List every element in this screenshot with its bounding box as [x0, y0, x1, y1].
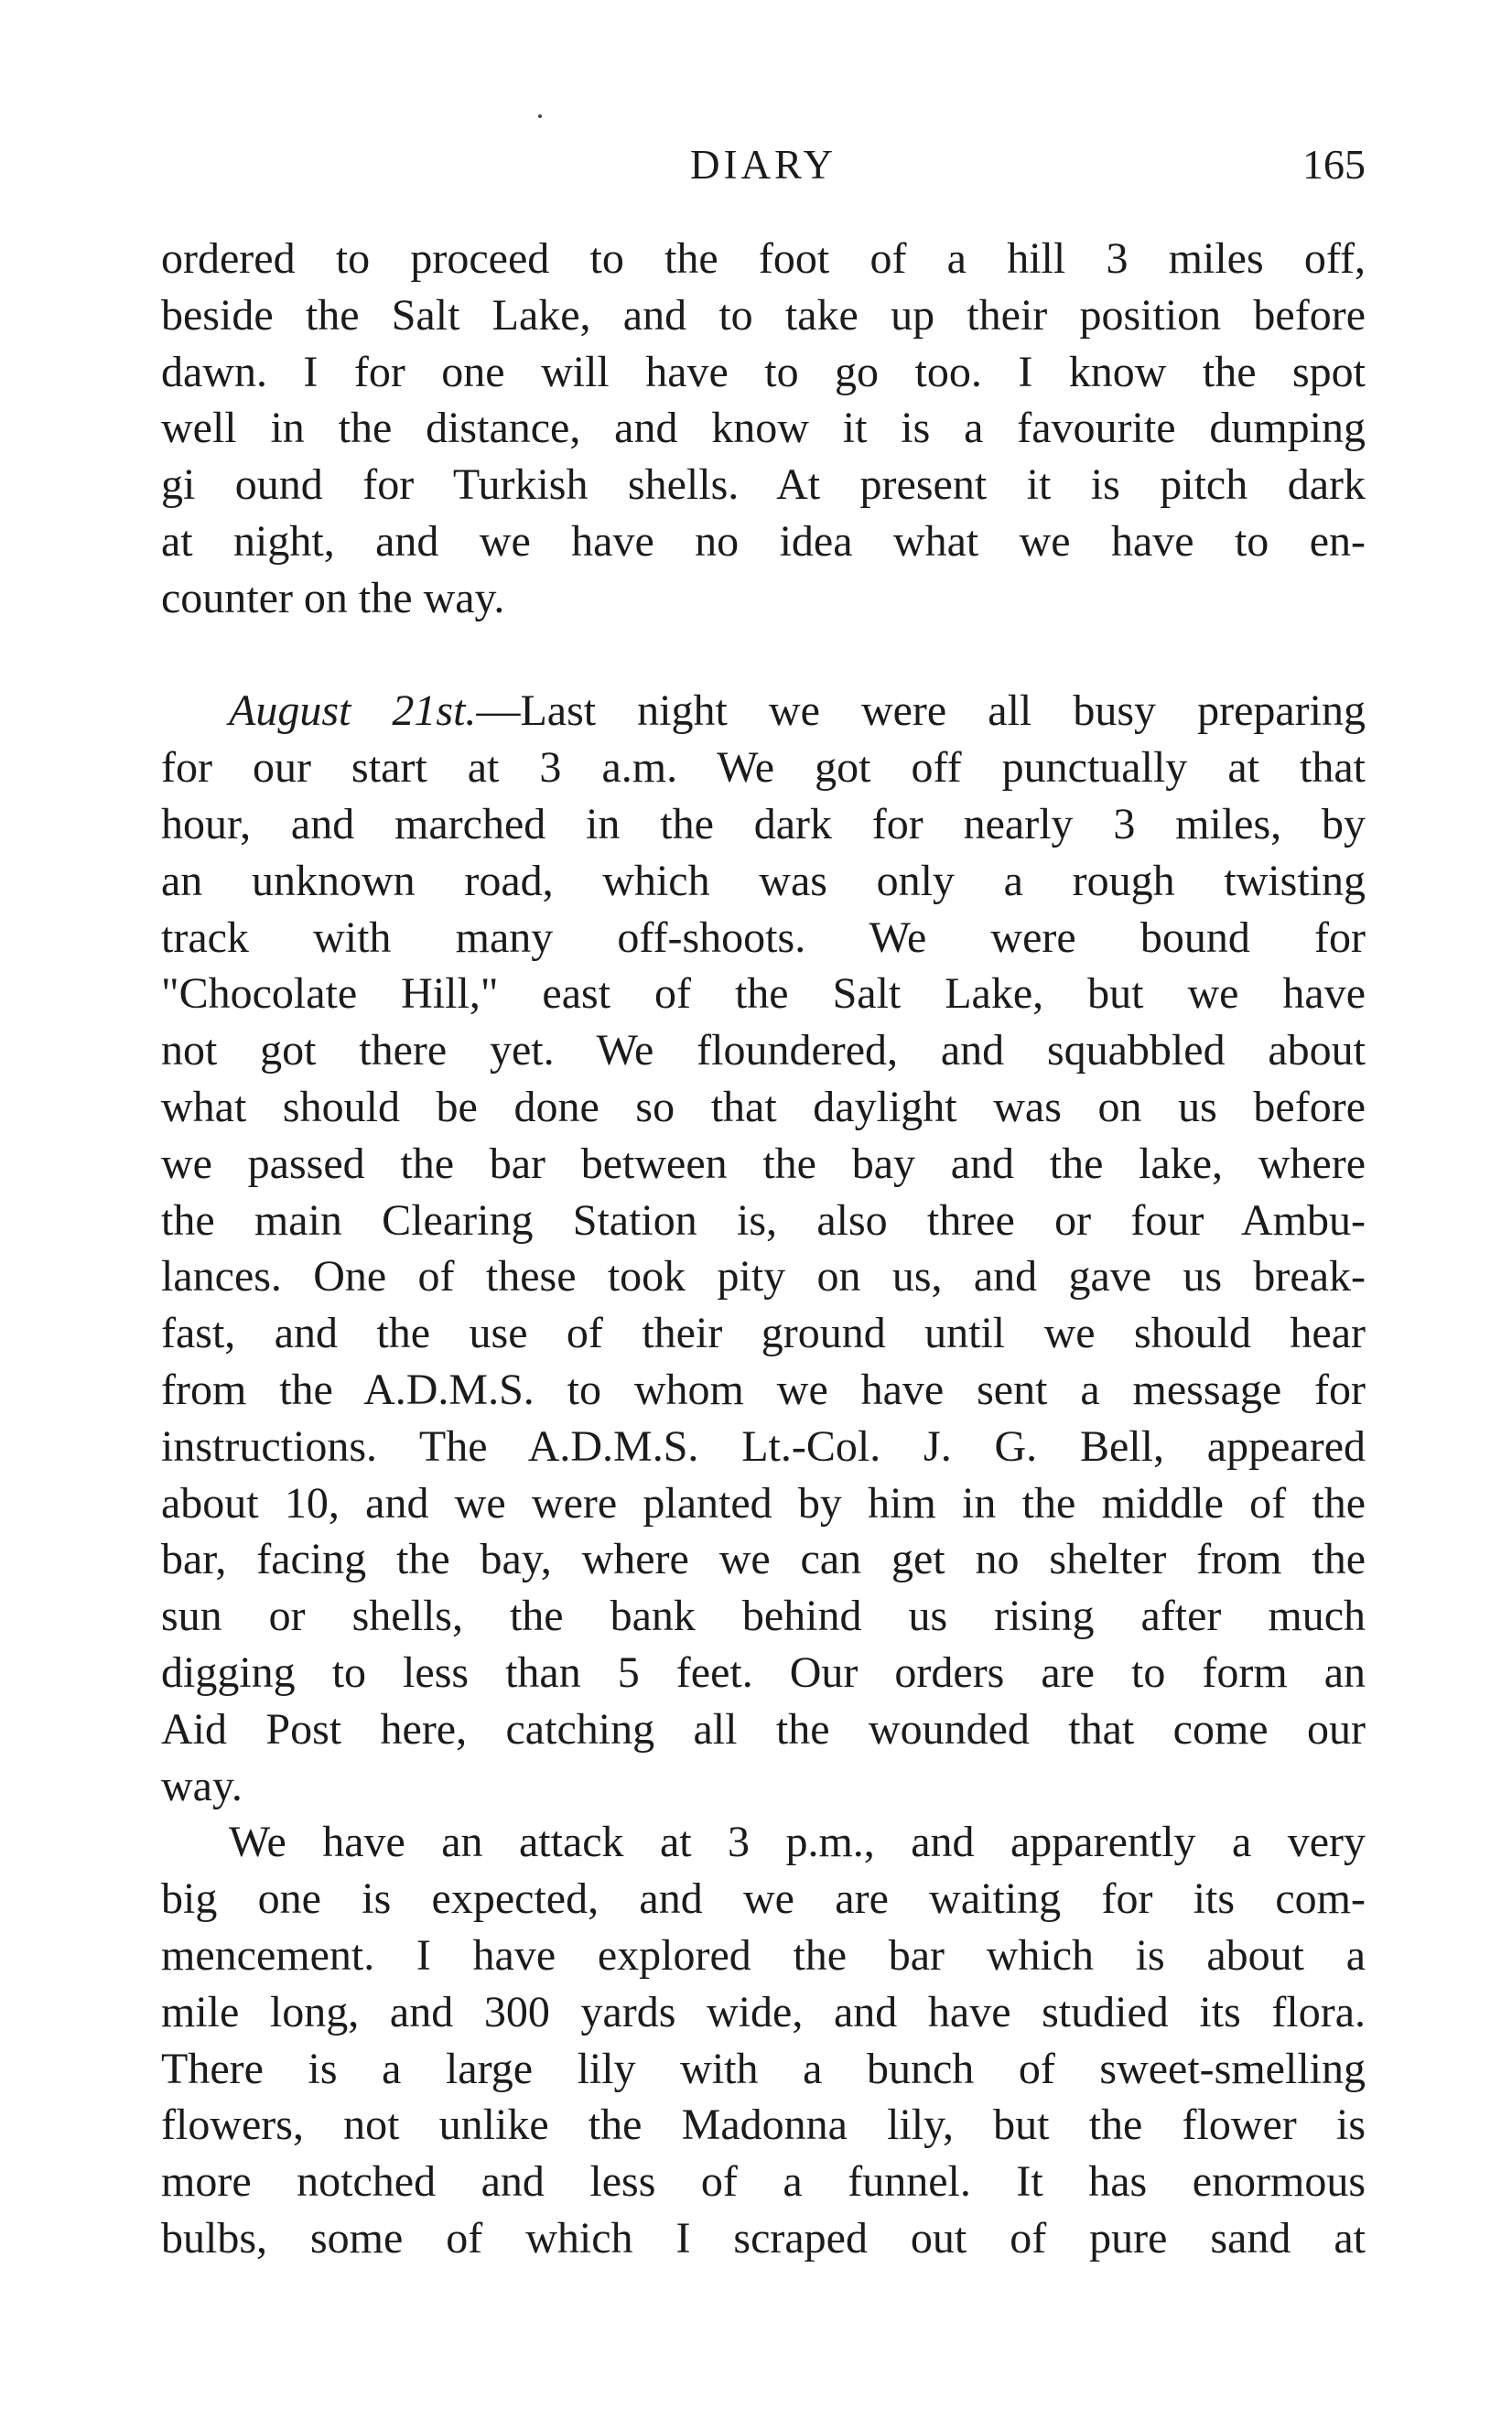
text-line-5: gi ound for Turkish shells. At present it is pitch dark: [161, 460, 1366, 510]
text-line-13: "Chocolate Hill," east of the Salt Lake, but we have: [161, 969, 1366, 1019]
text-line-6: at night, and we have no idea what we have to en-: [161, 516, 1366, 566]
text-line-28: We have an attack at 3 p.m., and apparently a very: [229, 1818, 1366, 1867]
print-speck: [538, 114, 542, 118]
text-line-3: dawn. I for one will have to go too. I know the spot: [161, 347, 1366, 396]
text-line-9: for our start at 3 a.m. We got off punctually at that: [161, 743, 1366, 793]
text-line-14: not got there yet. We floundered, and squabbled about: [161, 1026, 1366, 1075]
text-line-1: ordered to proceed to the foot of a hill 3 miles off,: [161, 234, 1366, 283]
text-line-33: flowers, not unlike the Madonna lily, but the flower is: [161, 2101, 1366, 2150]
text-line-30: mencement. I have explored the bar which is about a: [161, 1930, 1366, 1980]
text-line-32: There is a large lily with a bunch of sweet-smelling: [161, 2044, 1366, 2093]
text-line-34: more notched and less of a funnel. It has enormous: [161, 2157, 1366, 2207]
entry-date: August 21st.: [229, 686, 477, 736]
text-line-27: way.: [161, 1761, 243, 1810]
text-line-23: bar, facing the bay, where we can get no shelter from the: [161, 1535, 1366, 1584]
text-line-29: big one is expected, and we are waiting for its com-: [161, 1874, 1366, 1924]
entry-first-line-text: —Last night we were all busy preparing: [476, 686, 1366, 736]
text-line-21: instructions. The A.D.M.S. Lt.-Col. J. G. Bell, appeared: [161, 1421, 1366, 1471]
text-line-7: counter on the way.: [161, 573, 505, 622]
text-line-10: hour, and marched in the dark for nearly 3 miles, by: [161, 799, 1366, 848]
text-line-15: what should be done so that daylight was on us before: [161, 1082, 1366, 1131]
page-number: 165: [1302, 141, 1366, 188]
text-line-17: the main Clearing Station is, also three or four Ambu-: [161, 1195, 1366, 1245]
text-line-25: digging to less than 5 feet. Our orders are to form an: [161, 1647, 1366, 1697]
text-line-12: track with many off-shoots. We were bound for: [161, 913, 1366, 962]
text-line-26: Aid Post here, catching all the wounded that come our: [161, 1704, 1366, 1754]
text-line-11: an unknown road, which was only a rough twisting: [161, 856, 1366, 905]
text-line-24: sun or shells, the bank behind us rising after much: [161, 1592, 1366, 1641]
body-text: [161, 231, 1366, 2267]
text-line-20: from the A.D.M.S. to whom we have sent a message for: [161, 1365, 1366, 1414]
running-title: DIARY: [689, 142, 837, 188]
text-line-35: bulbs, some of which I scraped out of pure sand at: [161, 2213, 1366, 2263]
text-line-22: about 10, and we were planted by him in the middle of the: [161, 1478, 1366, 1528]
entry-first-line: [161, 683, 1366, 740]
text-line-2: beside the Salt Lake, and to take up their position before: [161, 290, 1366, 340]
text-line-31: mile long, and 300 yards wide, and have studied its flora.: [161, 1987, 1366, 2036]
running-head: [161, 137, 1366, 192]
text-line-4: well in the distance, and know it is a favourite dumping: [161, 404, 1366, 453]
text-line-18: lances. One of these took pity on us, and gave us break-: [161, 1252, 1366, 1301]
text-line-16: we passed the bar between the bay and the lake, where: [161, 1139, 1366, 1188]
text-line-19: fast, and the use of their ground until we should hear: [161, 1309, 1366, 1358]
